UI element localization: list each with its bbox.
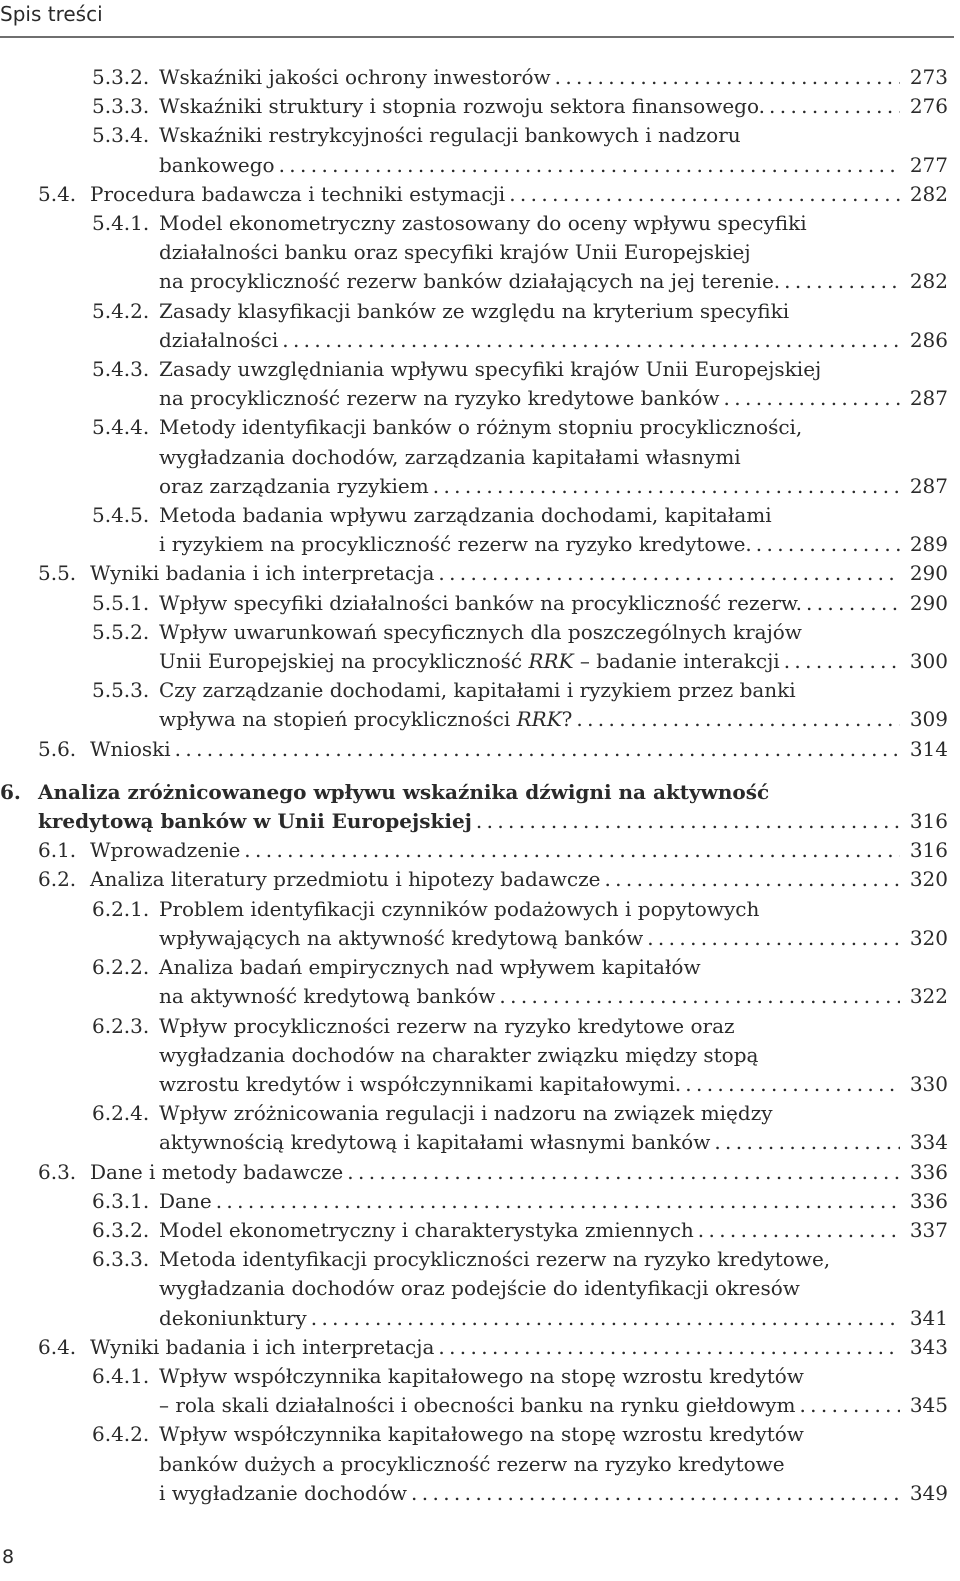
- toc-entry-number: 5.6.: [38, 736, 77, 761]
- toc-entry-title-line: Analiza badań empirycznych nad wpływem kapitałów: [159, 955, 701, 980]
- toc-entry[interactable]: [0, 618, 948, 676]
- toc-entry-title: [159, 297, 948, 355]
- toc-entry-title: [90, 1333, 948, 1362]
- toc-entry[interactable]: [0, 1333, 948, 1362]
- toc-entry-title-line: Dane: [159, 1188, 212, 1213]
- toc-entry[interactable]: [0, 953, 948, 1011]
- toc-entry-page: 349: [909, 1480, 948, 1505]
- toc-entry-title: [159, 355, 948, 413]
- toc-entry-title-line: Wpływ współczynnika kapitałowego na stopę wzrostu kredytów: [159, 1422, 804, 1447]
- toc-entry-title-line: Metody identyfikacji banków o różnym stopniu procykliczności,: [159, 415, 803, 440]
- toc-entry-title-line: bankowego: [159, 152, 275, 177]
- toc-entry-title-line: Wpływ specyfiki działalności banków na procykliczność rezerw.: [159, 590, 802, 615]
- dot-leader: [551, 63, 900, 92]
- toc-entry-title: [159, 413, 948, 501]
- dot-leader: [407, 1479, 900, 1508]
- toc-entry[interactable]: [0, 895, 948, 953]
- dot-leader: [780, 647, 900, 676]
- dot-leader: [765, 92, 900, 121]
- toc-entry-title-line: Model ekonometryczny i charakterystyka zmiennych: [159, 1217, 694, 1242]
- dot-leader: [278, 326, 900, 355]
- toc-entry-number: 5.4.5.: [92, 503, 150, 528]
- toc-entry[interactable]: [0, 865, 948, 894]
- toc-entry[interactable]: [0, 1012, 948, 1100]
- toc-entry-title-line: na aktywność kredytową banków: [159, 984, 496, 1009]
- dot-leader: [802, 589, 900, 618]
- toc-entry[interactable]: [0, 209, 948, 297]
- header-rule: [0, 36, 954, 38]
- toc-entry-page: 322: [909, 984, 948, 1009]
- toc-entry[interactable]: [0, 559, 948, 588]
- toc-entry-title-line: działalności banku oraz specyfiki krajów Unii Europejskiej: [159, 240, 751, 265]
- toc-entry-title: [159, 1362, 948, 1420]
- dot-leader: [429, 472, 900, 501]
- toc-entry-page: 282: [909, 181, 948, 206]
- dot-leader: [472, 807, 900, 836]
- toc-entry-page: 282: [909, 269, 948, 294]
- toc-entry[interactable]: [0, 735, 948, 764]
- toc-entry-number: 6.2.: [38, 867, 77, 892]
- toc-entry-number: 6.3.2.: [92, 1217, 150, 1242]
- toc-entry-title-line: na procykliczność rezerw na ryzyko kredytowe banków: [159, 386, 720, 411]
- dot-leader: [434, 1333, 900, 1362]
- toc-entry[interactable]: [0, 92, 948, 121]
- toc-entry-number: 5.3.2.: [92, 65, 150, 89]
- toc-entry-page: 287: [909, 386, 948, 411]
- toc-entry-title-line: wygładzania dochodów, zarządzania kapitałami własnymi: [159, 444, 741, 469]
- dot-leader: [434, 559, 900, 588]
- dot-leader: [681, 1070, 900, 1099]
- toc-entry-number: 5.5.2.: [92, 619, 150, 644]
- toc-entry-title-line: Wnioski: [90, 736, 171, 761]
- toc-entry-title-line: Czy zarządzanie dochodami, kapitałami i ryzykiem przez banki: [159, 678, 796, 703]
- toc-entry-page: 286: [909, 327, 948, 352]
- toc-entry-number: 6.2.3.: [92, 1013, 150, 1038]
- toc-entry-number: 6.4.: [38, 1334, 77, 1359]
- toc-entry-title: [159, 501, 948, 559]
- table-of-contents: [0, 63, 948, 1508]
- toc-entry-title: [90, 865, 948, 894]
- toc-entry-title-line: Dane i metody badawcze: [90, 1159, 344, 1184]
- toc-entry[interactable]: [0, 1420, 948, 1508]
- toc-entry-number: 5.5.1.: [92, 590, 150, 615]
- toc-entry-title-line: wzrostu kredytów i współczynnikami kapitałowymi.: [159, 1071, 682, 1096]
- abbreviation-rrk: RRK: [516, 707, 562, 732]
- toc-entry-title-line: Wpływ procykliczności rezerw na ryzyko kredytowe oraz: [159, 1013, 735, 1038]
- abbreviation-rrk: RRK: [528, 649, 574, 674]
- dot-leader: [720, 384, 900, 413]
- toc-entry-title-line: Model ekonometryczny zastosowany do oceny wpływu specyfiki: [159, 211, 807, 236]
- toc-entry-page: 330: [909, 1071, 948, 1096]
- toc-entry-title: [38, 778, 948, 836]
- running-head-title: Spis treści: [0, 2, 103, 26]
- page-number: 8: [2, 1546, 15, 1568]
- toc-entry-title-line: Problem identyfikacji czynników podażowych i popytowych: [159, 896, 760, 921]
- toc-entry-title: [90, 1158, 948, 1187]
- toc-entry-number: 5.3.4.: [92, 123, 150, 148]
- toc-entry-title-line: Zasady uwzględniania wpływu specyfiki krajów Unii Europejskiej: [159, 357, 822, 382]
- dot-leader: [643, 924, 900, 953]
- toc-entry-title-line: wygładzania dochodów oraz podejście do identyfikacji okresów: [159, 1276, 800, 1301]
- toc-entry-number: 5.5.: [38, 561, 77, 586]
- toc-entry[interactable]: [0, 1245, 948, 1333]
- toc-entry[interactable]: [0, 121, 948, 179]
- toc-entry-title: [159, 895, 948, 953]
- toc-entry-title: [159, 1187, 948, 1216]
- dot-leader: [694, 1216, 900, 1245]
- dot-leader: [343, 1158, 900, 1187]
- toc-entry-number: 6.4.1.: [92, 1363, 150, 1388]
- dot-leader: [572, 705, 900, 734]
- toc-entry-number: 5.4.2.: [92, 298, 150, 323]
- toc-entry-title-line: Analiza literatury przedmiotu i hipotezy badawcze: [90, 867, 601, 892]
- toc-entry-title: [159, 676, 948, 734]
- toc-entry-title: [159, 1012, 948, 1100]
- toc-entry[interactable]: [0, 1362, 948, 1420]
- toc-entry[interactable]: [0, 1216, 948, 1245]
- toc-entry[interactable]: [0, 1099, 948, 1157]
- toc-entry-page: 320: [909, 867, 948, 892]
- toc-entry-number: 6.1.: [38, 838, 77, 863]
- toc-entry-title-line: Wprowadzenie: [90, 838, 241, 863]
- toc-entry[interactable]: [0, 1158, 948, 1187]
- toc-entry[interactable]: [0, 63, 948, 92]
- toc-entry-title-line: Wskaźniki struktury i stopnia rozwoju sektora finansowego.: [159, 94, 766, 119]
- toc-entry-title-line: Metoda identyfikacji procykliczności rezerw na ryzyko kredytowe,: [159, 1247, 831, 1272]
- toc-entry-page: 341: [909, 1305, 948, 1330]
- toc-entry-title-line: działalności: [159, 327, 279, 352]
- toc-entry-number: 6.2.2.: [92, 955, 150, 980]
- toc-entry[interactable]: [0, 180, 948, 209]
- toc-entry-title-line: i ryzykiem na procykliczność rezerw na ryzyko kredytowe.: [159, 532, 752, 557]
- toc-entry-number: 5.4.3.: [92, 357, 150, 382]
- toc-entry[interactable]: [0, 589, 948, 618]
- toc-entry-page: 273: [909, 65, 948, 89]
- toc-entry-title-line: Wskaźniki restrykcyjności regulacji bankowych i nadzoru: [159, 123, 741, 148]
- dot-leader: [795, 1391, 900, 1420]
- toc-entry[interactable]: [0, 501, 948, 559]
- toc-entry-title-line: Procedura badawcza i techniki estymacji: [90, 181, 506, 206]
- toc-entry-title: [159, 92, 948, 121]
- toc-entry-page: 336: [909, 1188, 948, 1213]
- dot-leader: [505, 180, 900, 209]
- toc-entry-title-line: Wpływ zróżnicowania regulacji i nadzoru na związek między: [159, 1101, 773, 1126]
- dot-leader: [780, 267, 900, 296]
- toc-entry-title: [159, 1216, 948, 1245]
- toc-entry-page: 287: [909, 473, 948, 498]
- toc-entry-title: [159, 209, 948, 297]
- toc-entry-title: [159, 589, 948, 618]
- toc-entry-title: [90, 180, 948, 209]
- toc-entry-page: 316: [909, 809, 948, 834]
- toc-entry-title-line: aktywnością kredytową i kapitałami własnymi banków: [159, 1130, 711, 1155]
- toc-entry[interactable]: [0, 355, 948, 413]
- toc-entry-title-line: kredytową banków w Unii Europejskiej: [38, 809, 472, 834]
- toc-entry-title-line: wygładzania dochodów na charakter związku między stopą: [159, 1042, 759, 1067]
- toc-entry-page: 290: [909, 561, 948, 586]
- toc-entry-title-line: Wskaźniki jakości ochrony inwestorów: [159, 65, 551, 89]
- toc-entry-number: 6.4.2.: [92, 1422, 150, 1447]
- toc-entry-title: [90, 836, 948, 865]
- toc-entry-page: 276: [909, 94, 948, 119]
- toc-entry-title: [159, 1099, 948, 1157]
- toc-entry-page: 316: [909, 838, 948, 863]
- dot-leader: [752, 530, 900, 559]
- toc-entry-title: [159, 953, 948, 1011]
- toc-entry-page: 334: [909, 1130, 948, 1155]
- toc-entry-title-line: Analiza zróżnicowanego wpływu wskaźnika dźwigni na aktywność: [38, 779, 770, 804]
- toc-entry-number: 5.5.3.: [92, 678, 150, 703]
- toc-entry-title-line: oraz zarządzania ryzykiem: [159, 473, 429, 498]
- toc-entry-number: 6.2.4.: [92, 1101, 150, 1126]
- toc-entry-title-line: banków dużych a procykliczność rezerw na ryzyko kredytowe: [159, 1451, 785, 1476]
- toc-entry-number: 6.: [0, 779, 21, 804]
- dot-leader: [212, 1187, 900, 1216]
- toc-entry-title-line: Wyniki badania i ich interpretacja: [90, 1334, 435, 1359]
- toc-entry[interactable]: [0, 413, 948, 501]
- toc-entry-title-line: Unii Europejskiej na procykliczność RRK – badanie interakcji: [159, 649, 780, 674]
- toc-entry-number: 5.3.3.: [92, 94, 150, 119]
- toc-entry-title-line: wpływających na aktywność kredytową banków: [159, 925, 644, 950]
- toc-entry-page: 337: [909, 1217, 948, 1242]
- toc-entry-page: 314: [909, 736, 948, 761]
- toc-entry-title-line: Wpływ współczynnika kapitałowego na stopę wzrostu kredytów: [159, 1363, 804, 1388]
- toc-entry-title-line: wpływa na stopień procykliczności RRK?: [159, 707, 573, 732]
- dot-leader: [495, 982, 900, 1011]
- toc-entry-page: 300: [909, 649, 948, 674]
- toc-entry-title: [159, 121, 948, 179]
- toc-entry-title-line: Wyniki badania i ich interpretacja: [90, 561, 435, 586]
- toc-entry-page: 336: [909, 1159, 948, 1184]
- toc-entry-title: [90, 735, 948, 764]
- toc-entry-title: [159, 1245, 948, 1333]
- toc-entry-number: 6.3.: [38, 1159, 77, 1184]
- toc-entry[interactable]: [0, 297, 948, 355]
- dot-leader: [600, 865, 900, 894]
- toc-entry-page: 343: [909, 1334, 948, 1359]
- toc-entry-number: 5.4.4.: [92, 415, 150, 440]
- toc-entry-title-line: Metoda badania wpływu zarządzania dochodami, kapitałami: [159, 503, 772, 528]
- toc-entry-page: 289: [909, 532, 948, 557]
- toc-entry-title-line: – rola skali działalności i obecności banku na rynku giełdowym: [159, 1393, 796, 1418]
- toc-entry-title: [159, 1420, 948, 1508]
- dot-leader: [307, 1304, 900, 1333]
- toc-entry-number: 5.4.: [38, 181, 77, 206]
- toc-entry-title: [159, 63, 948, 92]
- toc-entry-title: [159, 618, 948, 676]
- dot-leader: [171, 735, 900, 764]
- toc-entry[interactable]: [0, 836, 948, 865]
- toc-entry-page: 320: [909, 925, 948, 950]
- toc-entry-number: 5.4.1.: [92, 211, 150, 236]
- toc-entry-page: 277: [909, 152, 948, 177]
- toc-entry-page: 290: [909, 590, 948, 615]
- toc-entry[interactable]: [0, 676, 948, 734]
- toc-entry-title-line: Wpływ uwarunkowań specyficznych dla poszczególnych krajów: [159, 619, 802, 644]
- toc-entry-number: 6.3.1.: [92, 1188, 150, 1213]
- toc-entry-title: [90, 559, 948, 588]
- toc-entry-title-line: dekoniunktury: [159, 1305, 307, 1330]
- toc-entry-title-line: na procykliczność rezerw banków działających na jej terenie.: [159, 269, 781, 294]
- dot-leader: [275, 151, 900, 180]
- dot-leader: [240, 836, 900, 865]
- dot-leader: [710, 1128, 900, 1157]
- toc-entry-page: 309: [909, 707, 948, 732]
- toc-entry-title-line: i wygładzanie dochodów: [159, 1480, 408, 1505]
- toc-entry-number: 6.3.3.: [92, 1247, 150, 1272]
- toc-entry-number: 6.2.1.: [92, 896, 150, 921]
- toc-entry-title-line: Zasady klasyfikacji banków ze względu na kryterium specyfiki: [159, 298, 790, 323]
- toc-entry[interactable]: [0, 1187, 948, 1216]
- toc-entry-page: 345: [909, 1393, 948, 1418]
- toc-entry[interactable]: [0, 778, 948, 836]
